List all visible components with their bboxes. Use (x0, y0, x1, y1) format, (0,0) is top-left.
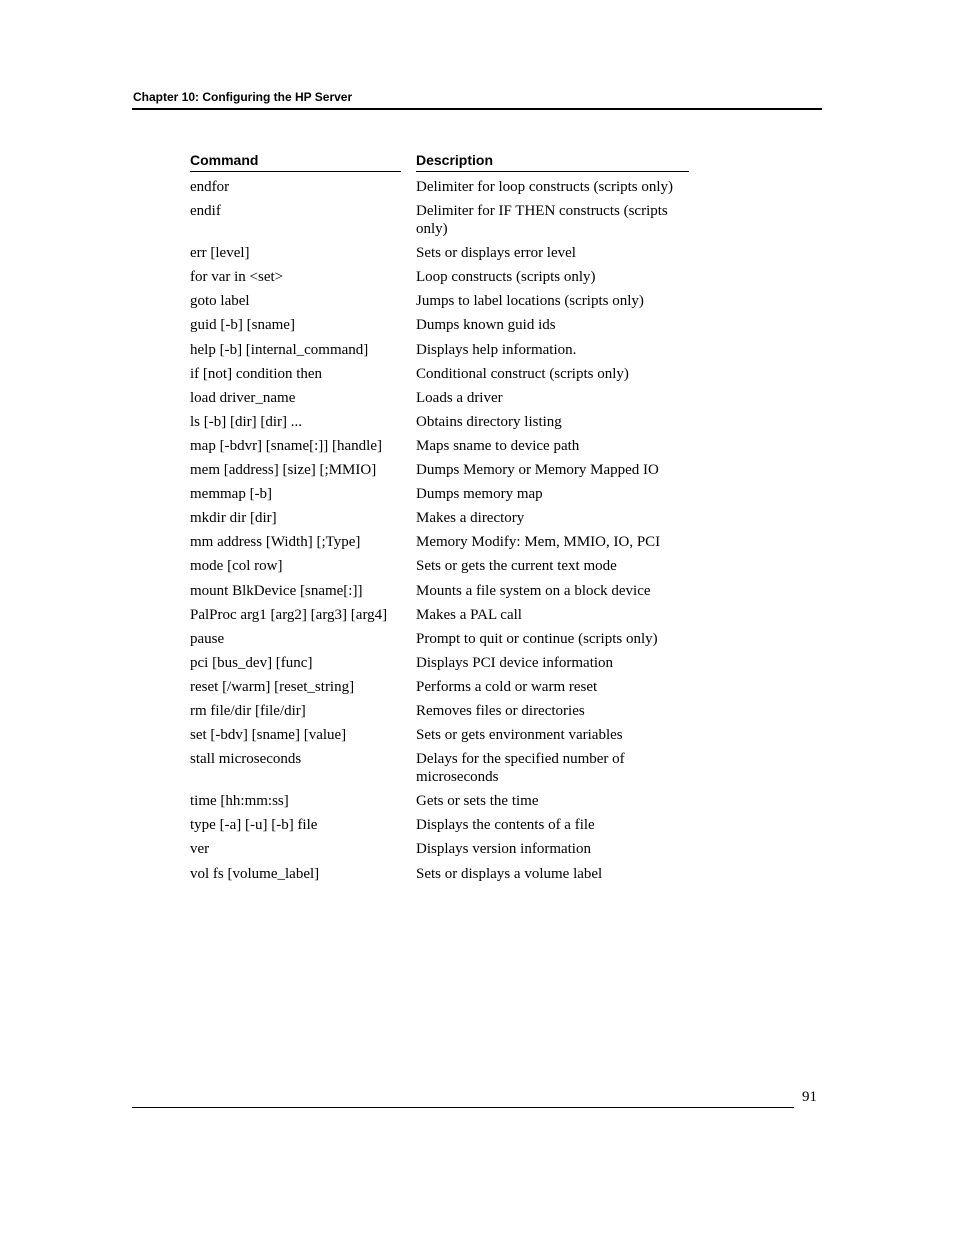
command-cell: pause (190, 630, 225, 647)
command-cell: time [hh:mm:ss] (190, 793, 289, 810)
description-cell: Displays PCI device information (416, 654, 614, 671)
description-cell: Conditional construct (scripts only) (416, 365, 629, 382)
table-row (190, 365, 690, 383)
table-row (190, 865, 690, 883)
page-number: 91 (802, 1089, 817, 1105)
description-cell: Displays help information. (416, 341, 577, 358)
description-cell: Dumps memory map (416, 486, 543, 503)
command-cell: endif (190, 203, 221, 220)
table-row (190, 702, 690, 720)
description-cell: Displays the contents of a file (416, 817, 595, 834)
table-row (190, 630, 690, 648)
command-cell: guid [-b] [sname] (190, 317, 295, 334)
description-cell: Mounts a file system on a block device (416, 582, 651, 599)
description-cell: Sets or displays error level (416, 245, 576, 262)
command-cell: map [-bdvr] [sname[:]] [handle] (190, 437, 382, 454)
chapter-header: Chapter 10: Configuring the HP Server (133, 90, 353, 104)
command-cell: goto label (190, 293, 250, 310)
description-cell: Delimiter for loop constructs (scripts only) (416, 179, 674, 195)
column-header-command: Command (190, 152, 401, 172)
command-cell: for var in <set> (190, 269, 284, 286)
table-body (190, 178, 690, 883)
command-cell: stall microseconds (190, 751, 302, 768)
table-row (190, 816, 690, 834)
description-cell: Gets or sets the time (416, 793, 539, 810)
command-cell: vol fs [volume_label] (190, 865, 320, 882)
command-cell: mkdir dir [dir] (190, 510, 277, 527)
description-cell: Loop constructs (scripts only) (416, 269, 596, 286)
command-cell: ls [-b] [dir] [dir] ... (190, 413, 303, 430)
table-row (190, 654, 690, 672)
table-row (190, 316, 690, 334)
table-row (190, 509, 690, 527)
table-row (190, 840, 690, 858)
table-header (190, 152, 690, 172)
description-cell: Prompt to quit or continue (scripts only) (416, 630, 658, 647)
command-cell: mode [col row] (190, 558, 283, 575)
table-row (190, 437, 690, 455)
command-cell: if [not] condition then (190, 365, 323, 382)
command-cell: err [level] (190, 245, 250, 262)
command-cell: ver (190, 841, 210, 858)
description-cell: Makes a PAL call (416, 606, 522, 623)
command-cell: PalProc arg1 [arg2] [arg3] [arg4] (190, 606, 388, 623)
description-cell: Maps sname to device path (416, 437, 580, 454)
command-cell: type [-a] [-u] [-b] file (190, 817, 318, 834)
description-cell: Dumps Memory or Memory Mapped IO (416, 462, 659, 479)
description-cell: Obtains directory listing (416, 413, 562, 430)
table-row (190, 389, 690, 407)
table-row (190, 485, 690, 503)
footer-rule (132, 1107, 794, 1108)
table-row (190, 341, 690, 359)
description-cell: Sets or displays a volume label (416, 865, 603, 882)
description-cell: Displays version information (416, 841, 591, 858)
table-row (190, 244, 690, 262)
table-row (190, 202, 690, 238)
description-cell: Jumps to label locations (scripts only) (416, 293, 644, 310)
description-cell: Removes files or directories (416, 702, 585, 719)
command-cell: load driver_name (190, 389, 296, 406)
table-row (190, 582, 690, 600)
description-cell: Dumps known guid ids (416, 317, 556, 334)
description-cell: Makes a directory (416, 510, 525, 527)
command-cell: rm file/dir [file/dir] (190, 702, 306, 719)
command-cell: set [-bdv] [sname] [value] (190, 727, 347, 744)
description-cell: Sets or gets the current text mode (416, 558, 617, 575)
description-cell: Delays for the specified number of microseconds (416, 751, 625, 786)
description-cell: Sets or gets environment variables (416, 727, 623, 744)
header-rule (132, 108, 822, 110)
table-row (190, 606, 690, 624)
command-cell: mem [address] [size] [;MMIO] (190, 462, 377, 479)
table-row (190, 557, 690, 575)
table-row (190, 726, 690, 744)
table-row (190, 178, 690, 196)
command-cell: mount BlkDevice [sname[:]] (190, 582, 363, 599)
description-cell: Delimiter for IF THEN constructs (scripts only) (416, 203, 668, 238)
table-row (190, 461, 690, 479)
description-cell: Memory Modify: Mem, MMIO, IO, PCI (416, 534, 661, 551)
table-row (190, 678, 690, 696)
column-header-description: Description (416, 152, 689, 172)
command-table (190, 152, 690, 889)
command-cell: help [-b] [internal_command] (190, 341, 369, 358)
table-row (190, 792, 690, 810)
table-row (190, 413, 690, 431)
table-row (190, 292, 690, 310)
command-cell: reset [/warm] [reset_string] (190, 678, 355, 695)
table-row (190, 750, 690, 786)
table-row (190, 268, 690, 286)
command-cell: pci [bus_dev] [func] (190, 654, 313, 671)
command-cell: endfor (190, 179, 230, 195)
description-cell: Loads a driver (416, 389, 503, 406)
command-cell: memmap [-b] (190, 486, 273, 503)
command-cell: mm address [Width] [;Type] (190, 534, 361, 551)
table-row (190, 533, 690, 551)
description-cell: Performs a cold or warm reset (416, 678, 598, 695)
